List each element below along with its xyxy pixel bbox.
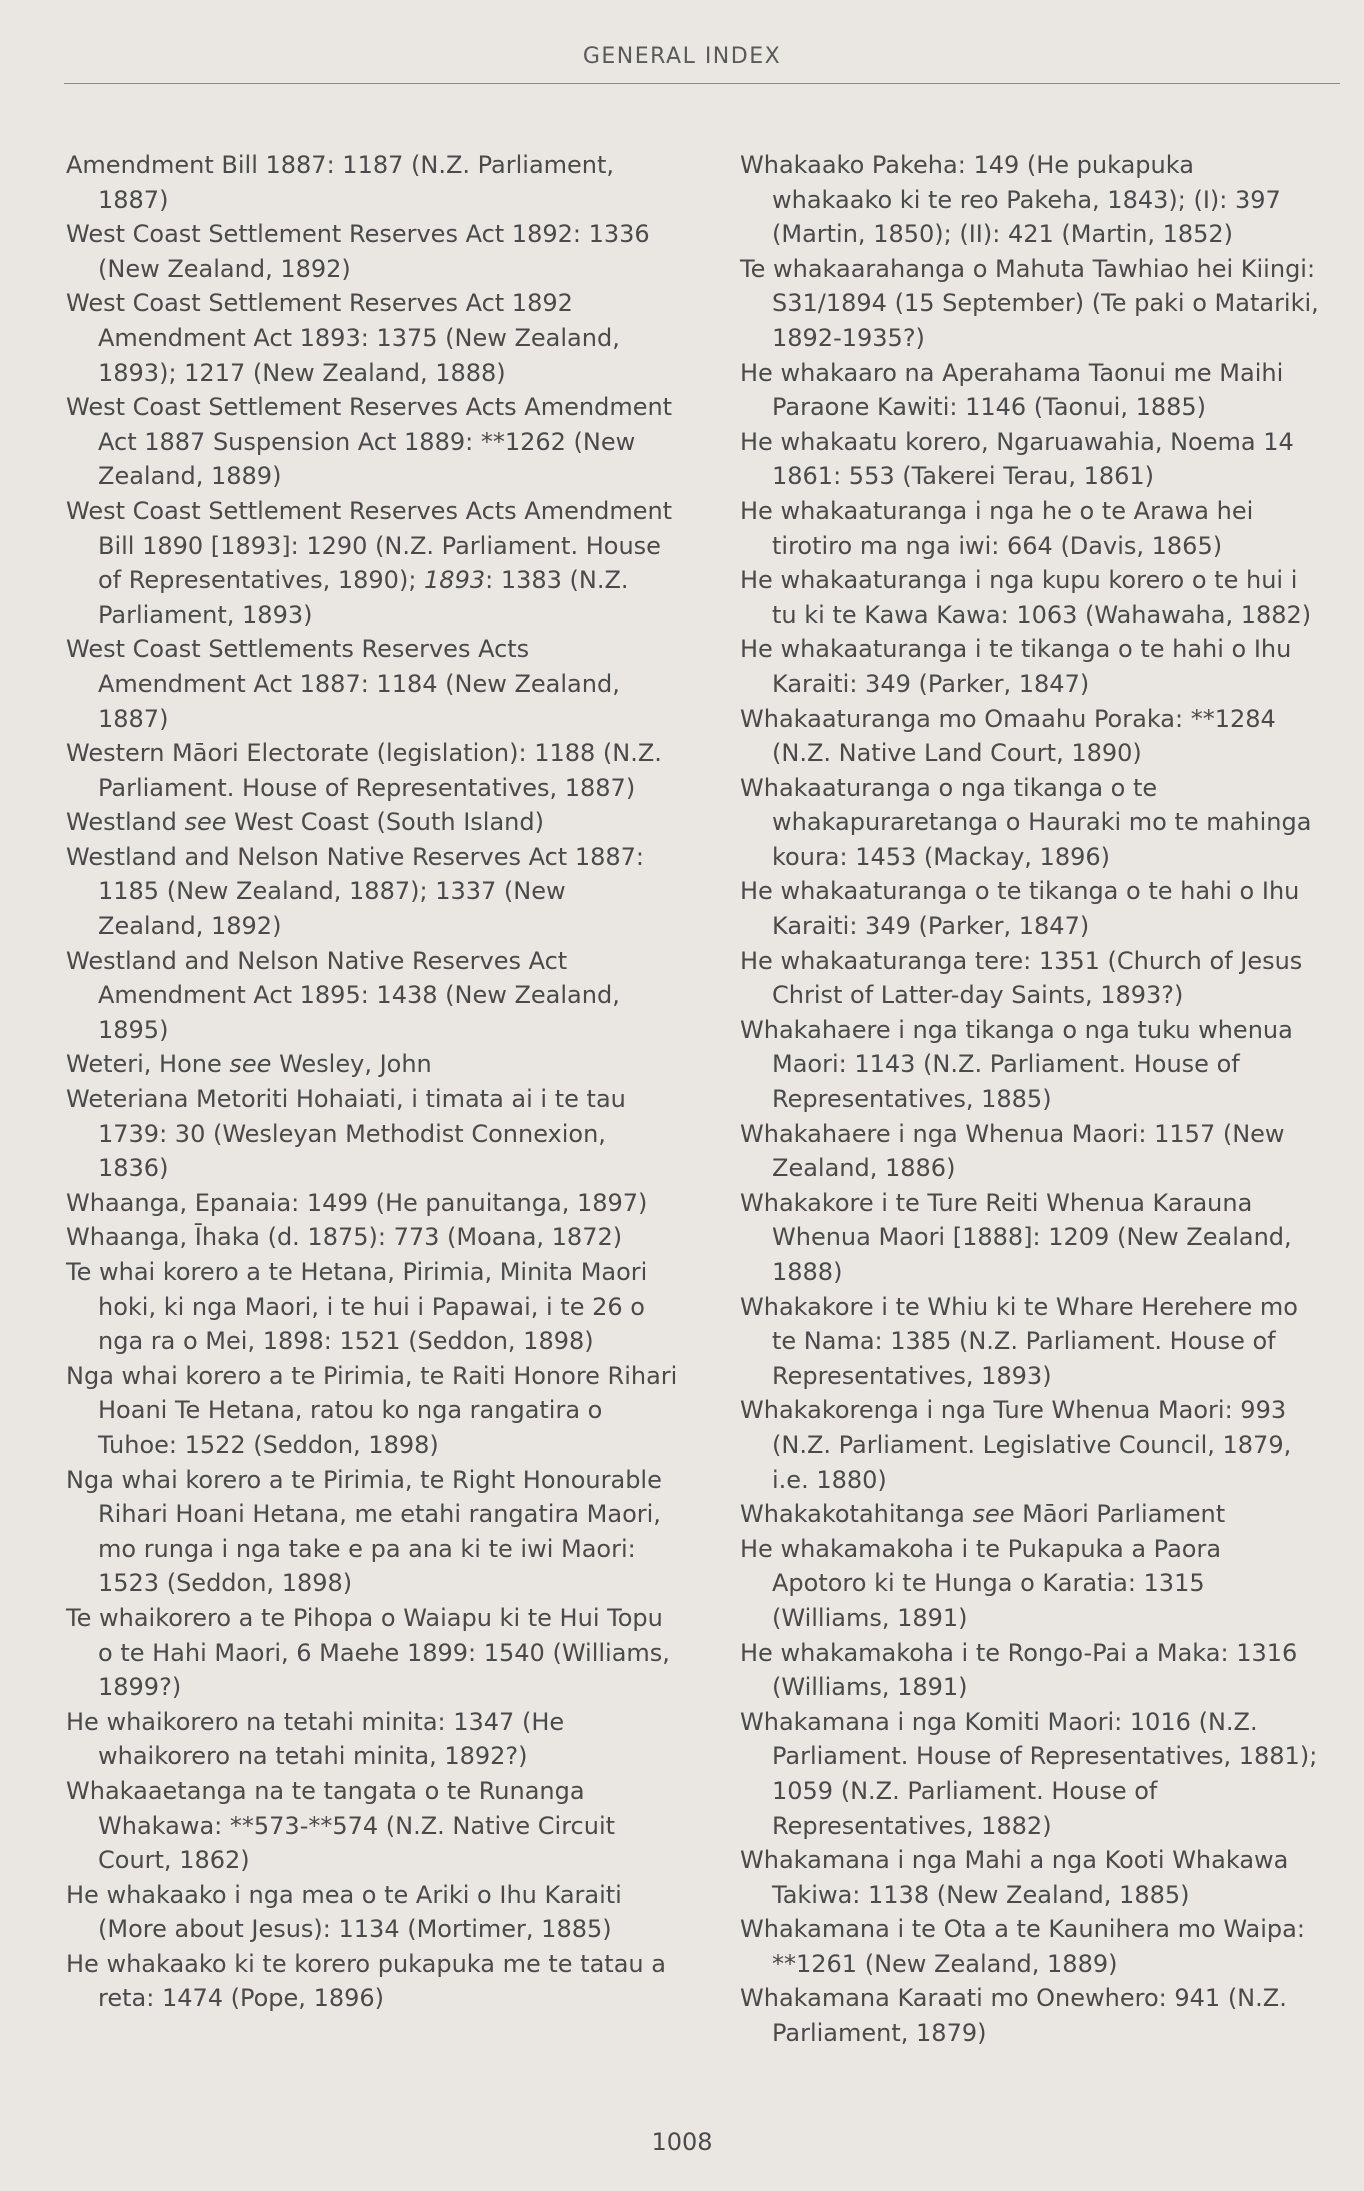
index-entry: He whakaako ki te korero pukapuka me te tatau a reta: 1474 (Pope, 1896)	[66, 1949, 666, 2013]
index-entry: Whakaaturanga mo Omaahu Poraka: **1284 (N.Z. Native Land Court, 1890)	[740, 704, 1276, 768]
index-entry	[66, 494, 678, 632]
index-entry: He whakamakoha i te Pukapuka a Paora Apotoro ki te Hunga o Karatia: 1315 (Williams, 1891)	[740, 1534, 1222, 1632]
index-entry: Westland and Nelson Native Reserves Act 1887: 1185 (New Zealand, 1887); 1337 (New Zealand, 1892)	[66, 842, 644, 941]
index-entry: Nga whai korero a te Pirimia, te Right Honourable Rihari Hoani Hetana, me etahi rangatira Maori, mo runga i nga take e pa ana ki te iwi Maori: 1523 (Seddon, 1898)	[66, 1465, 662, 1598]
index-entry: Te whaikorero a te Pihopa o Waiapu ki te Hui Topu o te Hahi Maori, 6 Maehe 1899: 1540 (Williams, 1899?)	[66, 1603, 670, 1702]
see-reference: see	[229, 1050, 272, 1079]
running-head: GENERAL INDEX	[582, 44, 782, 69]
index-entry	[66, 805, 678, 840]
index-entry: Whaanga, Epanaia: 1499 (He panuitanga, 1897)	[66, 1188, 648, 1217]
index-entry: Amendment Bill 1887: 1187 (N.Z. Parliament, 1887)	[66, 151, 615, 214]
index-entry: Whakahaere i nga tikanga o nga tuku whenua Maori: 1143 (N.Z. Parliament. House of Representatives, 1885)	[740, 1015, 1293, 1114]
index-entry: Whakakore i te Ture Reiti Whenua Karauna Whenua Maori [1888]: 1209 (New Zealand, 1888)	[740, 1188, 1292, 1286]
index-entry: Westland and Nelson Native Reserves Act Amendment Act 1895: 1438 (New Zealand, 1895)	[66, 946, 620, 1044]
index-entry: He whaikorero na tetahi minita: 1347 (He whaikorero na tetahi minita, 1892?)	[66, 1707, 565, 1771]
right-index-column	[740, 148, 1320, 2051]
entry-reference: West Coast (South Island)	[226, 808, 544, 837]
index-entry: He whakaaturanga i te tikanga o te hahi o Ihu Karaiti: 349 (Parker, 1847)	[740, 635, 1292, 698]
index-entry: Whakaaturanga o nga tikanga o te whakapuraretanga o Hauraki mo te mahinga koura: 1453 (Mackay, 1896)	[740, 773, 1312, 871]
index-entry: He whakaaturanga i nga kupu korero o te hui i tu ki te Kawa Kawa: 1063 (Wahawaha, 1882)	[740, 566, 1312, 629]
index-entry: Whaanga, Īhaka (d. 1875): 773 (Moana, 1872)	[66, 1223, 623, 1252]
index-entry: Whakamana i nga Komiti Maori: 1016 (N.Z. Parliament. House of Representatives, 1881); 1059 (N.Z. Parliament. House of Representatives, 1882)	[740, 1707, 1318, 1840]
see-reference: see	[972, 1500, 1015, 1529]
index-entry: Te whakaarahanga o Mahuta Tawhiao hei Kiingi: S31/1894 (15 September) (Te paki o Matariki, 1892-1935?)	[740, 254, 1319, 352]
index-entry: Western Māori Electorate (legislation): 1188 (N.Z. Parliament. House of Representatives, 1887)	[66, 739, 662, 802]
index-entry	[66, 1047, 678, 1082]
index-entry: Te whai korero a te Hetana, Pirimia, Minita Maori hoki, ki nga Maori, i te hui i Papawai, i te 26 o nga ra o Mei, 1898: 1521 (Seddon, 1898)	[66, 1258, 648, 1356]
index-entry	[740, 1497, 1320, 1532]
index-entry: Whakamana Karaati mo Onewhero: 941 (N.Z. Parliament, 1879)	[740, 1984, 1287, 2048]
index-entry: He whakaaturanga i nga he o te Arawa hei tirotiro ma nga iwi: 664 (Davis, 1865)	[740, 496, 1254, 560]
index-entry: West Coast Settlement Reserves Act 1892 Amendment Act 1893: 1375 (New Zealand, 1893); 1217 (New Zealand, 1888)	[66, 289, 620, 387]
entry-reference: : 1383 (N.Z. Parliament, 1893)	[98, 566, 629, 629]
index-entry: He whakaako i nga mea o te Ariki o Ihu Karaiti (More about Jesus): 1134 (Mortimer, 1885)	[66, 1880, 622, 1944]
entry-heading: Whakakotahitanga	[740, 1500, 973, 1529]
entry-heading: Weteri, Hone	[66, 1050, 230, 1079]
entry-reference: Māori Parliament	[1014, 1500, 1226, 1529]
index-entry: He whakaaturanga tere: 1351 (Church of Jesus Christ of Latter-day Saints, 1893?)	[740, 946, 1303, 1010]
left-index-column	[66, 148, 678, 2016]
italic-year: 1893	[424, 566, 486, 595]
header-rule	[64, 83, 1340, 84]
index-entry: Whakamana i te Ota a te Kaunihera mo Waipa: **1261 (New Zealand, 1889)	[740, 1915, 1305, 1978]
index-entry: Whakahaere i nga Whenua Maori: 1157 (New Zealand, 1886)	[740, 1119, 1285, 1183]
index-entry: Whakakorenga i nga Ture Whenua Maori: 993 (N.Z. Parliament. Legislative Council, 1879, i.e. 1880)	[740, 1396, 1292, 1494]
index-entry: He whakaaturanga o te tikanga o te hahi o Ihu Karaiti: 349 (Parker, 1847)	[740, 877, 1300, 941]
index-entry: Whakamana i nga Mahi a nga Kooti Whakawa Takiwa: 1138 (New Zealand, 1885)	[740, 1846, 1289, 1909]
entry-heading: West Coast Settlement Reserves Acts Amendment Bill 1890 [1893]: 1290 (N.Z. Parliament. House of Representatives, 1890);	[66, 496, 673, 595]
index-entry: Whakakore i te Whiu ki te Whare Herehere mo te Nama: 1385 (N.Z. Parliament. House of Representatives, 1893)	[740, 1292, 1298, 1390]
index-entry: Whakaako Pakeha: 149 (He pukapuka whakaako ki te reo Pakeha, 1843); (I): 397 (Martin, 1850); (II): 421 (Martin, 1852)	[740, 151, 1281, 249]
index-entry: Whakaaetanga na te tangata o te Runanga Whakawa: **573-**574 (N.Z. Native Circuit Court, 1862)	[66, 1776, 616, 1875]
index-entry: He whakaaro na Aperahama Taonui me Maihi Paraone Kawiti: 1146 (Taonui, 1885)	[740, 358, 1284, 422]
entry-heading: Westland	[66, 808, 185, 837]
index-entry: Weteriana Metoriti Hohaiati, i timata ai i te tau 1739: 30 (Wesleyan Methodist Connexion, 1836)	[66, 1085, 626, 1183]
page-number: 1008	[651, 2128, 713, 2156]
index-entry: West Coast Settlements Reserves Acts Amendment Act 1887: 1184 (New Zealand, 1887)	[66, 635, 620, 733]
index-entry: He whakamakoha i te Rongo-Pai a Maka: 1316 (Williams, 1891)	[740, 1638, 1298, 1702]
entry-reference: Wesley, John	[271, 1050, 432, 1079]
index-entry: He whakaatu korero, Ngaruawahia, Noema 14 1861: 553 (Takerei Terau, 1861)	[740, 427, 1294, 491]
index-entry: West Coast Settlement Reserves Acts Amendment Act 1887 Suspension Act 1889: **1262 (New Zealand, 1889)	[66, 393, 673, 491]
see-reference: see	[184, 808, 227, 837]
index-entry: West Coast Settlement Reserves Act 1892: 1336 (New Zealand, 1892)	[66, 220, 650, 283]
index-entry: Nga whai korero a te Pirimia, te Raiti Honore Rihari Hoani Te Hetana, ratou ko nga rangatira o Tuhoe: 1522 (Seddon, 1898)	[66, 1361, 678, 1459]
